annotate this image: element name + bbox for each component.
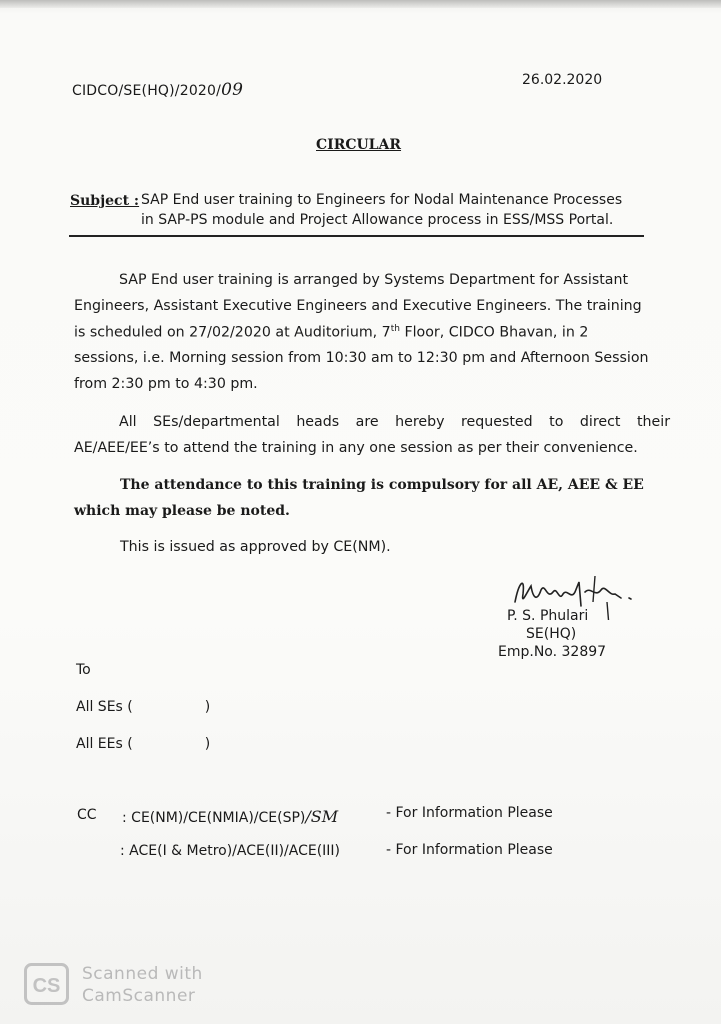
recipient-closing: ) xyxy=(204,699,211,715)
cc-line-1 xyxy=(122,807,338,826)
signatory-emp-no: Emp.No. 32897 xyxy=(498,644,607,660)
body-line: All SEs/departmental heads are hereby requested to direct their xyxy=(119,414,671,430)
signatory-designation: SE(HQ) xyxy=(526,626,577,642)
compulsory-notice-line: which may please be noted. xyxy=(74,503,290,519)
scan-top-edge xyxy=(0,0,721,8)
watermark-line: CamScanner xyxy=(82,986,196,1006)
reference-number xyxy=(72,80,243,100)
recipient-label: All SEs ( xyxy=(76,699,133,715)
reference-printed: CIDCO/SE(HQ)/2020/ xyxy=(72,83,222,99)
approval-statement: This is issued as approved by CE(NM). xyxy=(120,539,391,555)
cc-label: CC xyxy=(77,807,97,823)
cc-recipients: : CE(NM)/CE(NMIA)/CE(SP) xyxy=(122,810,306,826)
to-label: To xyxy=(76,662,91,678)
camscanner-logo xyxy=(24,963,69,1005)
cc-handwritten-addition: /SM xyxy=(305,807,339,826)
watermark-line: Scanned with xyxy=(82,964,203,984)
body-line: sessions, i.e. Morning session from 10:30 am to 12:30 pm and Afternoon Session xyxy=(74,350,649,366)
body-line-part: is scheduled on 27/02/2020 at Auditorium, 7 xyxy=(74,324,391,341)
camscanner-logo-text: CS xyxy=(32,975,61,997)
recipient-ses xyxy=(76,699,210,715)
circular-title: CIRCULAR xyxy=(316,137,402,153)
reference-handwritten: 09 xyxy=(221,80,244,100)
recipient-ees xyxy=(76,736,210,752)
body-line-part: Floor, CIDCO Bhavan, in 2 xyxy=(399,324,589,341)
compulsory-notice-line: The attendance to this training is compulsory for all AE, AEE & EE xyxy=(120,477,644,493)
body-line: from 2:30 pm to 4:30 pm. xyxy=(74,376,258,392)
ordinal-suffix: th xyxy=(390,324,400,334)
body-line: Engineers, Assistant Executive Engineers and Executive Engineers. The training xyxy=(74,298,642,314)
subject-line-2: in SAP-PS module and Project Allowance process in ESS/MSS Portal. xyxy=(141,212,614,228)
camscanner-watermark xyxy=(82,963,203,1007)
document-date: 26.02.2020 xyxy=(522,72,603,88)
signatory-name: P. S. Phulari xyxy=(507,608,589,624)
subject-divider xyxy=(69,235,644,237)
subject-line-1: SAP End user training to Engineers for Nodal Maintenance Processes xyxy=(141,192,623,208)
recipient-closing: ) xyxy=(204,736,211,752)
subject-label: Subject : xyxy=(70,193,140,209)
body-line: AE/AEE/EE’s to attend the training in any one session as per their convenience. xyxy=(74,440,638,456)
cc-line-2: : ACE(I & Metro)/ACE(II)/ACE(III) xyxy=(120,843,341,859)
recipient-label: All EEs ( xyxy=(76,736,133,752)
cc-note: - For Information Please xyxy=(386,842,553,858)
body-line: SAP End user training is arranged by Systems Department for Assistant xyxy=(119,272,629,288)
cc-note: - For Information Please xyxy=(386,805,553,821)
body-line xyxy=(74,324,588,341)
